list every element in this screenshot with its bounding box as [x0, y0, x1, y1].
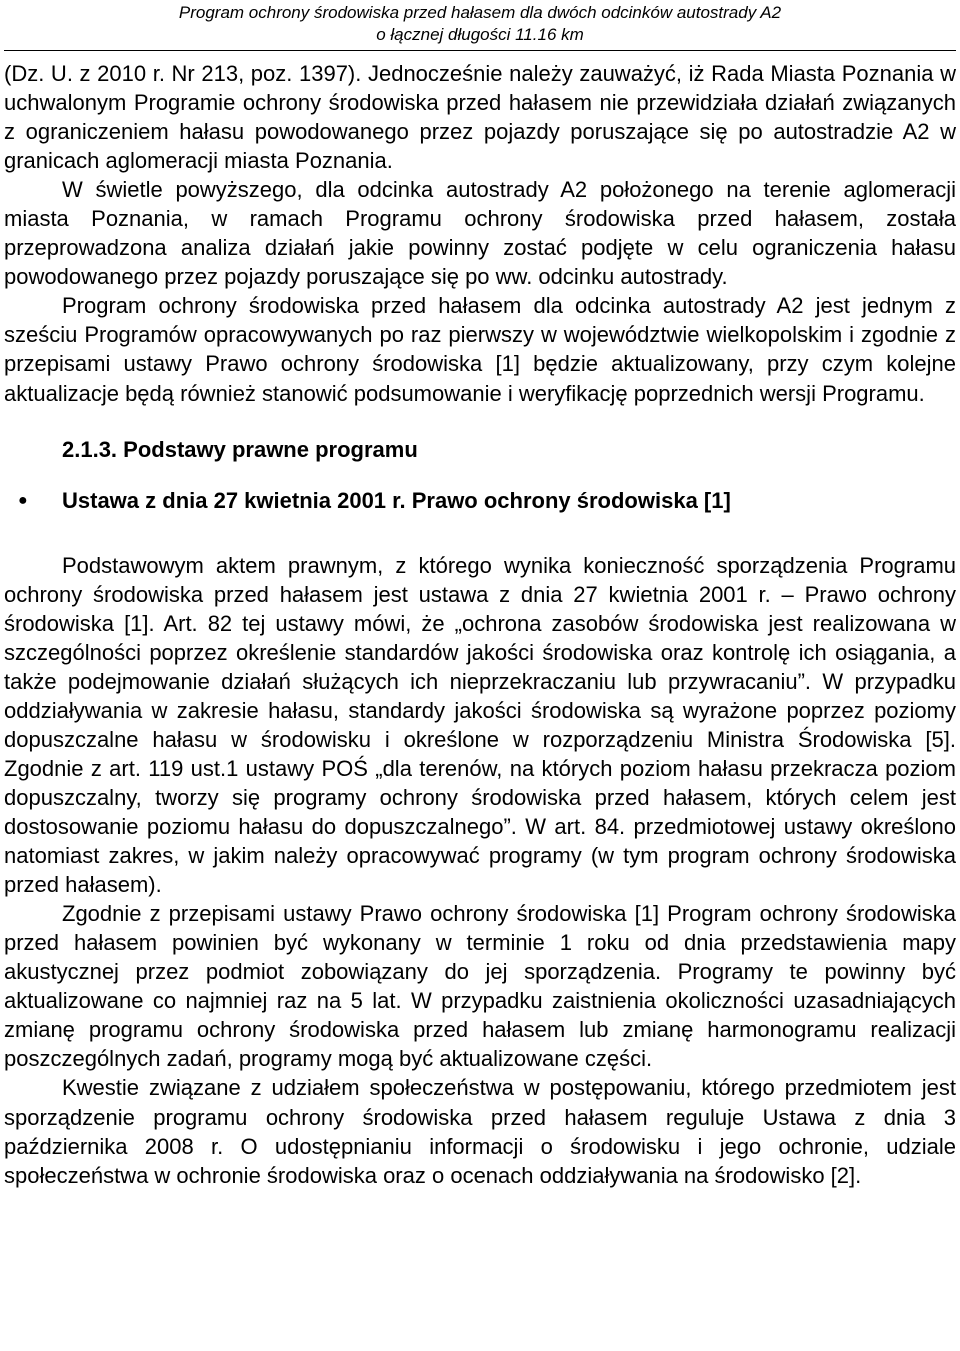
paragraph-program-overview: Program ochrony środowiska przed hałasem dla odcinka autostrady A2 jest jednym z sześciu Programów opracowywanych po raz pierwszy w województwie wielkopolskim i zgodnie z przepisami ustawy Prawo ochrony środowiska [1] będzie aktualizowany, przy czym kolejne aktualizacje będą również stanowić podsumowanie i weryfikację poprzednich wersji Programu.: [4, 293, 956, 406]
running-header-line-2: o łącznej długości 11.16 km: [376, 25, 584, 44]
running-header-line-1: Program ochrony środowiska przed hałasem dla dwóch odcinków autostrady A2: [178, 3, 782, 22]
paragraph-legal-basis: Podstawowym aktem prawnym, z którego wynika konieczność sporządzenia Programu ochrony środowiska przed hałasem jest ustawa z dnia 27 kwietnia 2001 r. – Prawo ochrony środowiska [1]. Art. 82 tej ustawy mówi, że „ochrona zasobów środowiska jest realizowana w szczególności poprzez określenie standardów jakości środowiska oraz kontrolę ich osiągania, a także podejmowanie działań służących ich nieprzekraczaniu lub przywracaniu”. W przypadku oddziaływania w zakresie hałasu, standardy jakości środowiska są wyrażone poprzez poziomy dopuszczalne hałasu w środowisku i określone w rozporządzeniu Ministra Środowiska [5]. Zgodnie z art. 119 ust.1 ustawy POŚ „dla terenów, na których poziom hałasu przekracza poziom dopuszczalny, tworzy się programy ochrony środowiska przed hałasem, których celem jest dostosowanie poziomu hałasu do dopuszczalnego”. W art. 84. przedmiotowej ustawy określono natomiast zakres, w jakim należy opracowywać programy (w tym program ochrony środowiska przed hałasem).: [4, 552, 956, 898]
document-body: [4, 59, 956, 1190]
legal-act-title: Ustawa z dnia 27 kwietnia 2001 r. Prawo ochrony środowiska [1]: [62, 487, 731, 513]
legal-act-bullet-item: [4, 486, 956, 515]
section-heading: 2.1.3. Podstawy prawne programu: [62, 436, 418, 462]
header-divider: [4, 50, 956, 51]
paragraph-continuation: (Dz. U. z 2010 r. Nr 213, poz. 1397). Jednocześnie należy zauważyć, iż Rada Miasta Poznania w uchwalonym Programie ochrony środowiska przed hałasem nie przewidziała działań związanych z ograniczeniem hałasu powodowanego przez pojazdy poruszające się po autostradzie A2 w granicach aglomeracji miasta Poznania.: [4, 61, 956, 174]
running-header: [0, 2, 960, 46]
bullet-icon: ●: [18, 491, 28, 509]
paragraph-analysis: W świetle powyższego, dla odcinka autostrady A2 położonego na terenie aglomeracji miasta Poznania, w ramach Programu ochrony środowiska przed hałasem, została przeprowadzona analiza działań jakie powinny zostać podjęte w celu ograniczenia hałasu powodowanego przez pojazdy poruszające się po ww. odcinku autostrady.: [4, 177, 956, 290]
paragraph-deadlines: Zgodnie z przepisami ustawy Prawo ochrony środowiska [1] Program ochrony środowiska przed hałasem powinien być wykonany w terminie 1 roku od dnia przedstawienia mapy akustycznej przez podmiot zobowiązany do jej sporządzenia. Programy te powinny być aktualizowane co najmniej raz na 5 lat. W przypadku zaistnienia okoliczności uzasadniających zmianę programu ochrony środowiska przed hałasem lub zmianę harmonogramu realizacji poszczególnych zadań, programy mogą być aktualizowane części.: [4, 901, 956, 1072]
paragraph-public-participation: Kwestie związane z udziałem społeczeństwa w postępowaniu, którego przedmiotem jest sporządzenie programu ochrony środowiska przed hałasem reguluje Ustawa z dnia 3 października 2008 r. O udostępnianiu informacji o środowisku i jego ochronie, udziale społeczeństwa w ochronie środowiska oraz o ocenach oddziaływania na środowisko [2].: [4, 1075, 956, 1188]
